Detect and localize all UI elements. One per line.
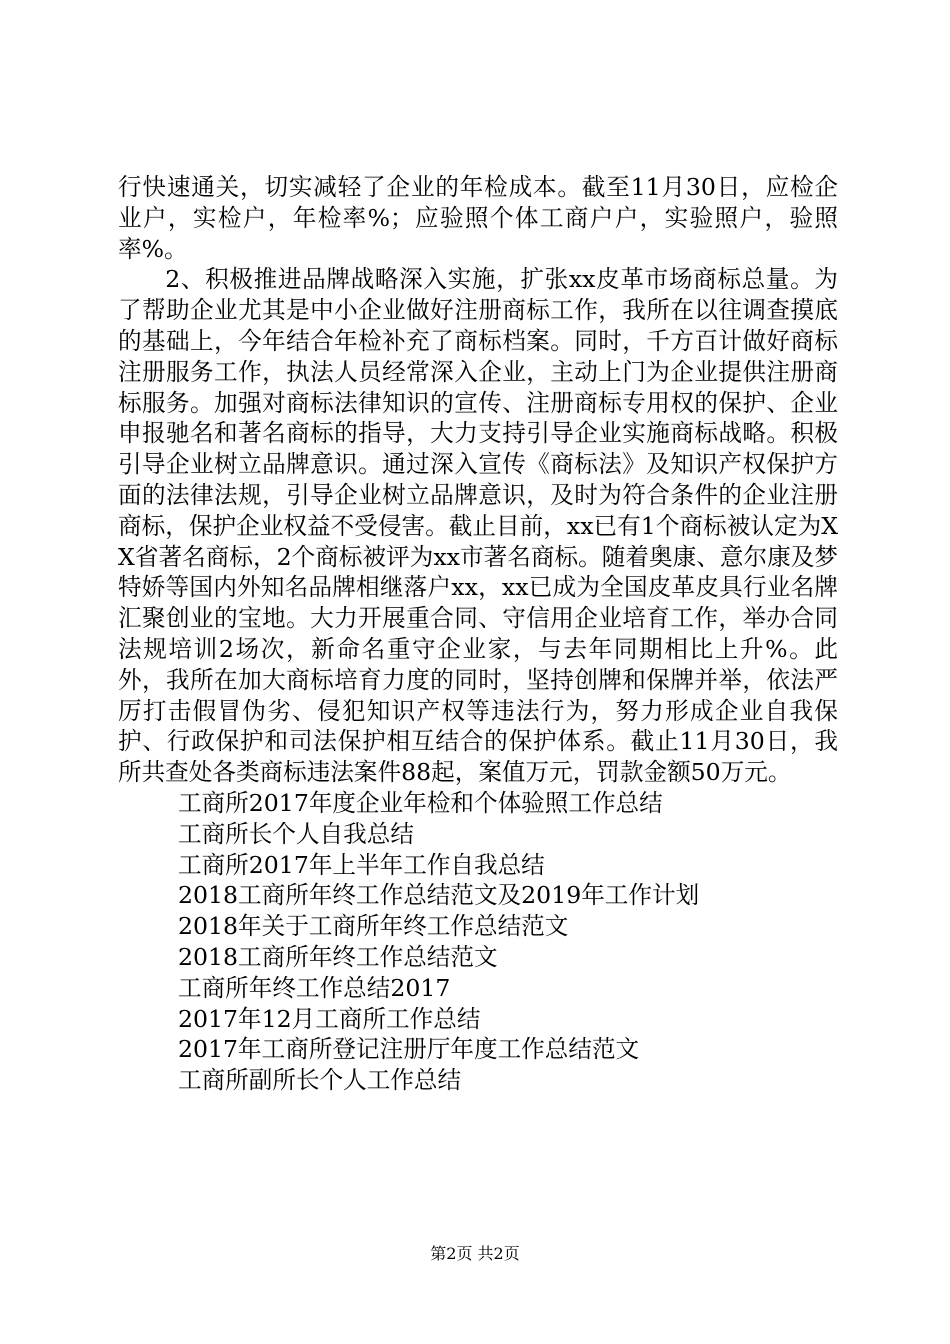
related-article-link[interactable]: 2018工商所年终工作总结范文 (178, 942, 498, 971)
related-article-link[interactable]: 2017年12月工商所工作总结 (178, 1004, 481, 1033)
page-footer (0, 1243, 950, 1265)
paragraph-brand-strategy: 2、积极推进品牌战略深入实施，扩张xx皮革市场商标总量。为了帮助企业尤其是中小企业做好注册商标工作，我所在以往调查摸底的基础上，今年结合年检补充了商标档案。同时，千方百计做好商标注册服务工作，执法人员经常深入企业，主动上门为企业提供注册商标服务。加强对商标法律知识的宣传、注册商标专用权的保护、企业申报驰名和著名商标的指导，大力支持引导企业实施商标战略。积极引导企业树立品牌意识。通过深入宣传《商标法》及知识产权保护方面的法律法规，引导企业树立品牌意识，及时为符合条件的企业注册商标，保护企业权益不受侵害。截止目前，xx已有1个商标被认定为XX省著名商标，2个商标被评为xx市著名商标。随着奥康、意尔康及梦特娇等国内外知名品牌相继落户xx，xx已成为全国皮革皮具行业名牌汇聚创业的宝地。大力开展重合同、守信用企业培育工作，举办合同法规培训2场次，新命名重守企业家，与去年同期相比上升%。此外，我所在加大商标培育力度的同时，坚持创牌和保牌并举，依法严厉打击假冒伪劣、侵犯知识产权等违法行为，努力形成企业自我保护、行政保护和司法保护相互结合的保护体系。截止11月30日，我所共查处各类商标违法案件88起，案值万元，罚款金额50万元。 (118, 265, 838, 787)
page-number-label: 第2页 共2页 (430, 1244, 520, 1263)
related-articles-list (118, 788, 838, 1096)
related-article-link[interactable]: 工商所年终工作总结2017 (178, 973, 451, 1002)
related-article-link[interactable]: 工商所2017年度企业年检和个体验照工作总结 (178, 788, 663, 817)
related-article-link[interactable]: 工商所2017年上半年工作自我总结 (178, 850, 545, 879)
related-article-link[interactable]: 2017年工商所登记注册厅年度工作总结范文 (178, 1035, 640, 1064)
related-article-link[interactable]: 2018年关于工商所年终工作总结范文 (178, 912, 569, 941)
document-body (118, 172, 838, 1096)
related-article-link[interactable]: 2018工商所年终工作总结范文及2019年工作计划 (178, 881, 700, 910)
paragraph-continuation: 行快速通关，切实减轻了企业的年检成本。截至11月30日，应检企业户，实检户，年检率%；应验照个体工商户户，实验照户，验照率%。 (118, 173, 838, 263)
related-article-link[interactable]: 工商所长个人自我总结 (178, 819, 414, 848)
related-article-link[interactable]: 工商所副所长个人工作总结 (178, 1066, 462, 1095)
